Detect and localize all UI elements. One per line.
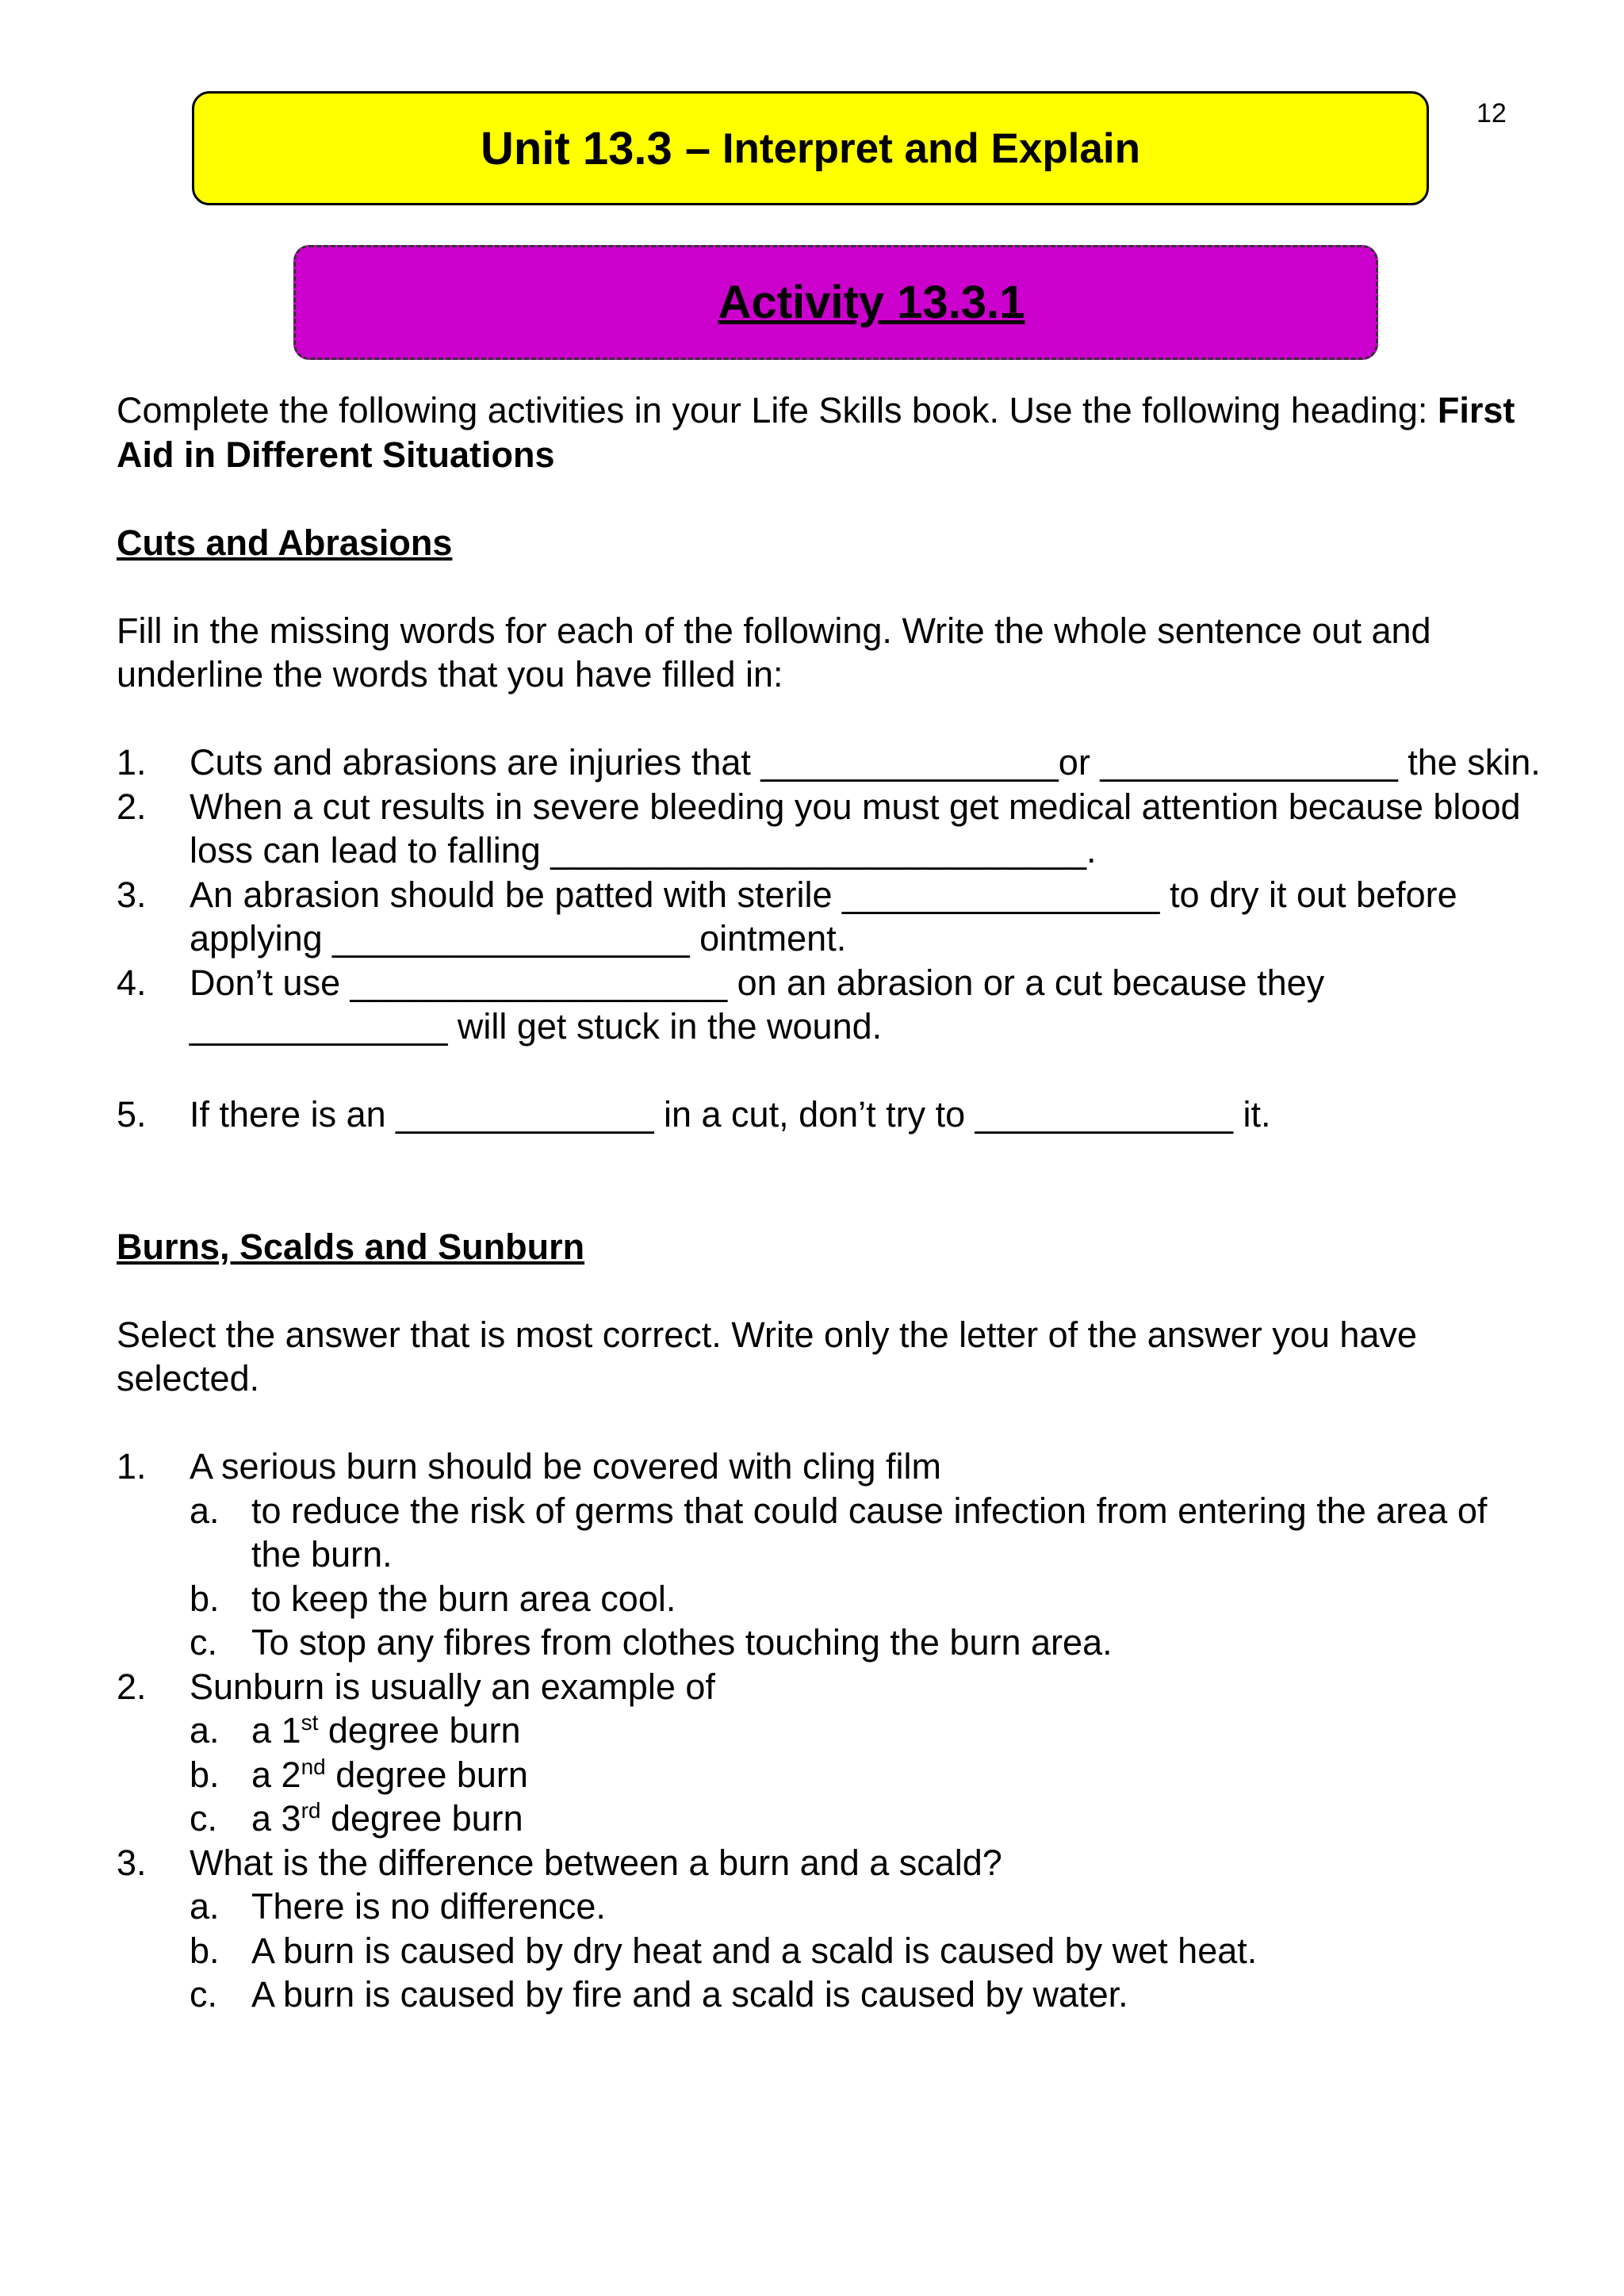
option-text: a 1st degree burn (251, 1710, 521, 1751)
question-1 (117, 1445, 1544, 1489)
option-text: to keep the burn area cool. (251, 1578, 676, 1619)
option-letter: a. (190, 1886, 220, 1927)
answer-option (117, 1929, 1544, 1973)
question-text: Sunburn is usually an example of (190, 1666, 715, 1707)
answer-option (117, 1489, 1544, 1577)
option-text: A burn is caused by fire and a scald is caused by water. (251, 1974, 1128, 2015)
option-letter: a. (190, 1710, 220, 1751)
section-heading-burns: Burns, Scalds and Sunburn (117, 1226, 585, 1267)
list-item (117, 740, 1544, 785)
unit-title-sub: Interpret and Explain (710, 124, 1140, 172)
option-letter: b. (190, 1578, 220, 1619)
item-number: 5. (117, 1094, 147, 1135)
answer-option (117, 1973, 1544, 2017)
answer-option (117, 1709, 1544, 1753)
option-text: a 2nd degree burn (251, 1754, 528, 1795)
question-number: 1. (117, 1446, 147, 1487)
answer-option (117, 1885, 1544, 1929)
section-instruction-cuts: Fill in the missing words for each of the following. Write the whole sentence out and underline the words that you have filled in: (117, 610, 1431, 695)
list-item (117, 1093, 1544, 1137)
intro-text: Complete the following activities in your Life Skills book. Use the following heading: (117, 390, 1438, 430)
item-text: If there is an _____________ in a cut, don’t try to _____________ it. (190, 1094, 1271, 1135)
option-letter: c. (190, 1974, 218, 2015)
list-item (117, 961, 1544, 1049)
section-instruction-burns: Select the answer that is most correct. Write only the letter of the answer you have selected. (117, 1314, 1417, 1399)
option-letter: c. (190, 1798, 218, 1839)
item-number: 4. (117, 962, 147, 1003)
answer-option (117, 1577, 1544, 1621)
answer-option (117, 1753, 1544, 1797)
item-text: Cuts and abrasions are injuries that _______________or _______________ the skin. (190, 742, 1541, 783)
activity-title-banner (293, 245, 1378, 360)
page-number: 12 (1477, 98, 1507, 128)
activity-title: Activity 13.3.1 (718, 277, 1025, 328)
question-text: A serious burn should be covered with cling film (190, 1446, 941, 1487)
option-text: A burn is caused by dry heat and a scald is caused by wet heat. (251, 1930, 1258, 1971)
option-letter: b. (190, 1754, 220, 1795)
item-number: 1. (117, 742, 147, 783)
intro-paragraph (117, 388, 1544, 476)
question-number: 3. (117, 1842, 147, 1883)
question-text: What is the difference between a burn and a scald? (190, 1842, 1002, 1883)
option-text: There is no difference. (251, 1886, 606, 1927)
answer-option (117, 1797, 1544, 1841)
item-number: 2. (117, 786, 147, 827)
list-item (117, 785, 1544, 873)
item-text: Don’t use ___________________ on an abrasion or a cut because they _____________ will get stuck in the wound. (190, 962, 1325, 1047)
answer-option (117, 1621, 1544, 1665)
intro-heading-name: First Aid in Different Situations (117, 390, 1515, 475)
option-letter: b. (190, 1930, 220, 1971)
option-text: To stop any fibres from clothes touching the burn area. (251, 1622, 1113, 1663)
option-text: to reduce the risk of germs that could cause infection from entering the area of the burn. (251, 1490, 1488, 1575)
question-3 (117, 1841, 1544, 1885)
unit-title-main: Unit 13.3 – (480, 122, 711, 174)
item-text: An abrasion should be patted with sterile ________________ to dry it out before applying __________________ ointment. (190, 874, 1457, 959)
unit-title-banner (192, 91, 1429, 205)
section-heading-cuts: Cuts and Abrasions (117, 522, 453, 563)
item-number: 3. (117, 874, 147, 915)
list-item (117, 873, 1544, 961)
item-text: When a cut results in severe bleeding you must get medical attention because blood loss can lead to falling ___________________________. (190, 786, 1521, 871)
option-letter: c. (190, 1622, 218, 1663)
question-number: 2. (117, 1666, 147, 1707)
option-letter: a. (190, 1490, 220, 1531)
option-text: a 3rd degree burn (251, 1798, 523, 1839)
worksheet-body (117, 388, 1544, 2017)
question-2 (117, 1665, 1544, 1709)
